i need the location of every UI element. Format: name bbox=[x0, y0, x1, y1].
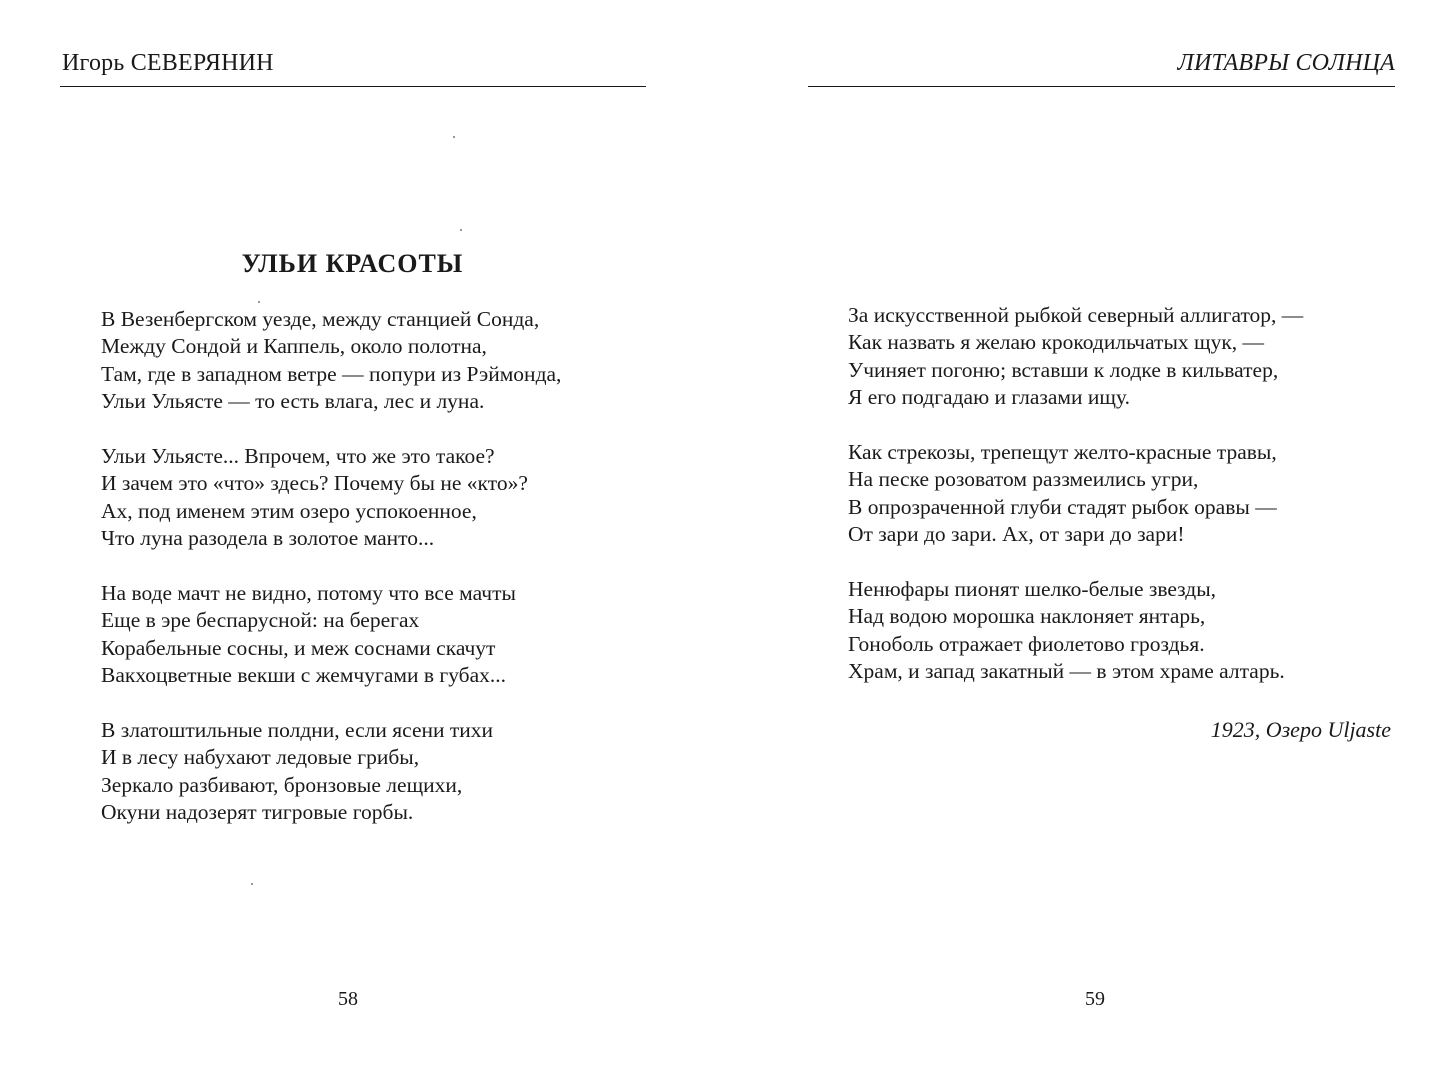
poem-title: УЛЬИ КРАСОТЫ bbox=[241, 249, 464, 278]
verse-line: Ульи Ульясте — то есть влага, лес и луна. bbox=[101, 389, 485, 414]
print-speck bbox=[460, 229, 462, 231]
page-number: 58 bbox=[338, 988, 358, 1010]
verse-line: Учиняет погоню; вставши к лодке в кильватер, bbox=[848, 357, 1279, 382]
running-header-book-title: ЛИТАВРЫ СОЛНЦА bbox=[1177, 50, 1395, 76]
verse-line: Храм, и запад закатный — в этом храме алтарь. bbox=[848, 659, 1285, 684]
verse-line: В Везенбергском уезде, между станцией Сонда, bbox=[101, 307, 540, 331]
verse-line: От зари до зари. Ах, от зари до зари! bbox=[848, 522, 1185, 547]
page-number: 59 bbox=[1085, 988, 1105, 1010]
verse-line: Как назвать я желаю крокодильчатых щук, — bbox=[848, 330, 1265, 355]
verse-line: Вакхоцветные векши с жемчугами в губах... bbox=[101, 663, 507, 688]
verse-line: Что луна разодела в золотое манто... bbox=[101, 526, 435, 551]
verse-line: И в лесу набухают ледовые грибы, bbox=[101, 745, 420, 770]
poem-dateline: 1923, Озеро Uljaste bbox=[1210, 717, 1391, 742]
poem-text bbox=[848, 302, 1303, 686]
verse-line: Гоноболь отражает фиолетово гроздья. bbox=[848, 631, 1205, 656]
stanza bbox=[848, 302, 1303, 412]
stanza bbox=[848, 439, 1303, 549]
verse-line: Окуни надозерят тигровые горбы. bbox=[101, 800, 414, 825]
verse-line: И зачем это «что» здесь? Почему бы не «кто»? bbox=[101, 471, 528, 496]
verse-line: Я его подгадаю и глазами ищу. bbox=[848, 385, 1130, 410]
verse-line: Ульи Ульясте... Впрочем, что же это такое? bbox=[101, 444, 495, 469]
header-rule bbox=[60, 86, 646, 87]
left-page bbox=[0, 0, 727, 1080]
right-page bbox=[728, 0, 1455, 1080]
stanza bbox=[101, 443, 561, 553]
print-speck bbox=[453, 136, 455, 138]
verse-line: За искусственной рыбкой северный аллигатор, — bbox=[848, 303, 1304, 327]
verse-line: Ах, под именем этим озеро успокоенное, bbox=[101, 498, 477, 523]
verse-line: Зеркало разбивают, бронзовые лещихи, bbox=[101, 772, 463, 797]
verse-line: Ненюфары пионят шелко-белые звезды, bbox=[848, 577, 1217, 602]
stanza bbox=[101, 580, 561, 690]
print-speck bbox=[258, 301, 260, 303]
stanza bbox=[848, 576, 1303, 686]
verse-line: На песке розоватом раззмеились угри, bbox=[848, 467, 1199, 492]
verse-line: Там, где в западном ветре — попури из Рэймонда, bbox=[101, 361, 562, 386]
verse-line: Между Сондой и Каппель, около полотна, bbox=[101, 334, 487, 359]
stanza bbox=[101, 717, 561, 827]
verse-line: Над водою морошка наклоняет янтарь, bbox=[848, 604, 1206, 629]
running-header-author: Игорь СЕВЕРЯНИН bbox=[62, 50, 274, 76]
print-speck bbox=[251, 883, 253, 885]
verse-line: Корабельные сосны, и меж соснами скачут bbox=[101, 635, 496, 660]
verse-line: На воде мачт не видно, потому что все мачты bbox=[101, 581, 516, 606]
stanza bbox=[101, 306, 561, 416]
verse-line: В златоштильные полдни, если ясени тихи bbox=[101, 718, 494, 743]
verse-line: Еще в эре беспарусной: на берегах bbox=[101, 608, 420, 633]
verse-line: Как стрекозы, трепещут желто-красные травы, bbox=[848, 440, 1277, 465]
header-rule bbox=[808, 86, 1395, 87]
verse-line: В опрозраченной глуби стадят рыбок оравы — bbox=[848, 494, 1277, 519]
poem-text bbox=[101, 306, 561, 827]
